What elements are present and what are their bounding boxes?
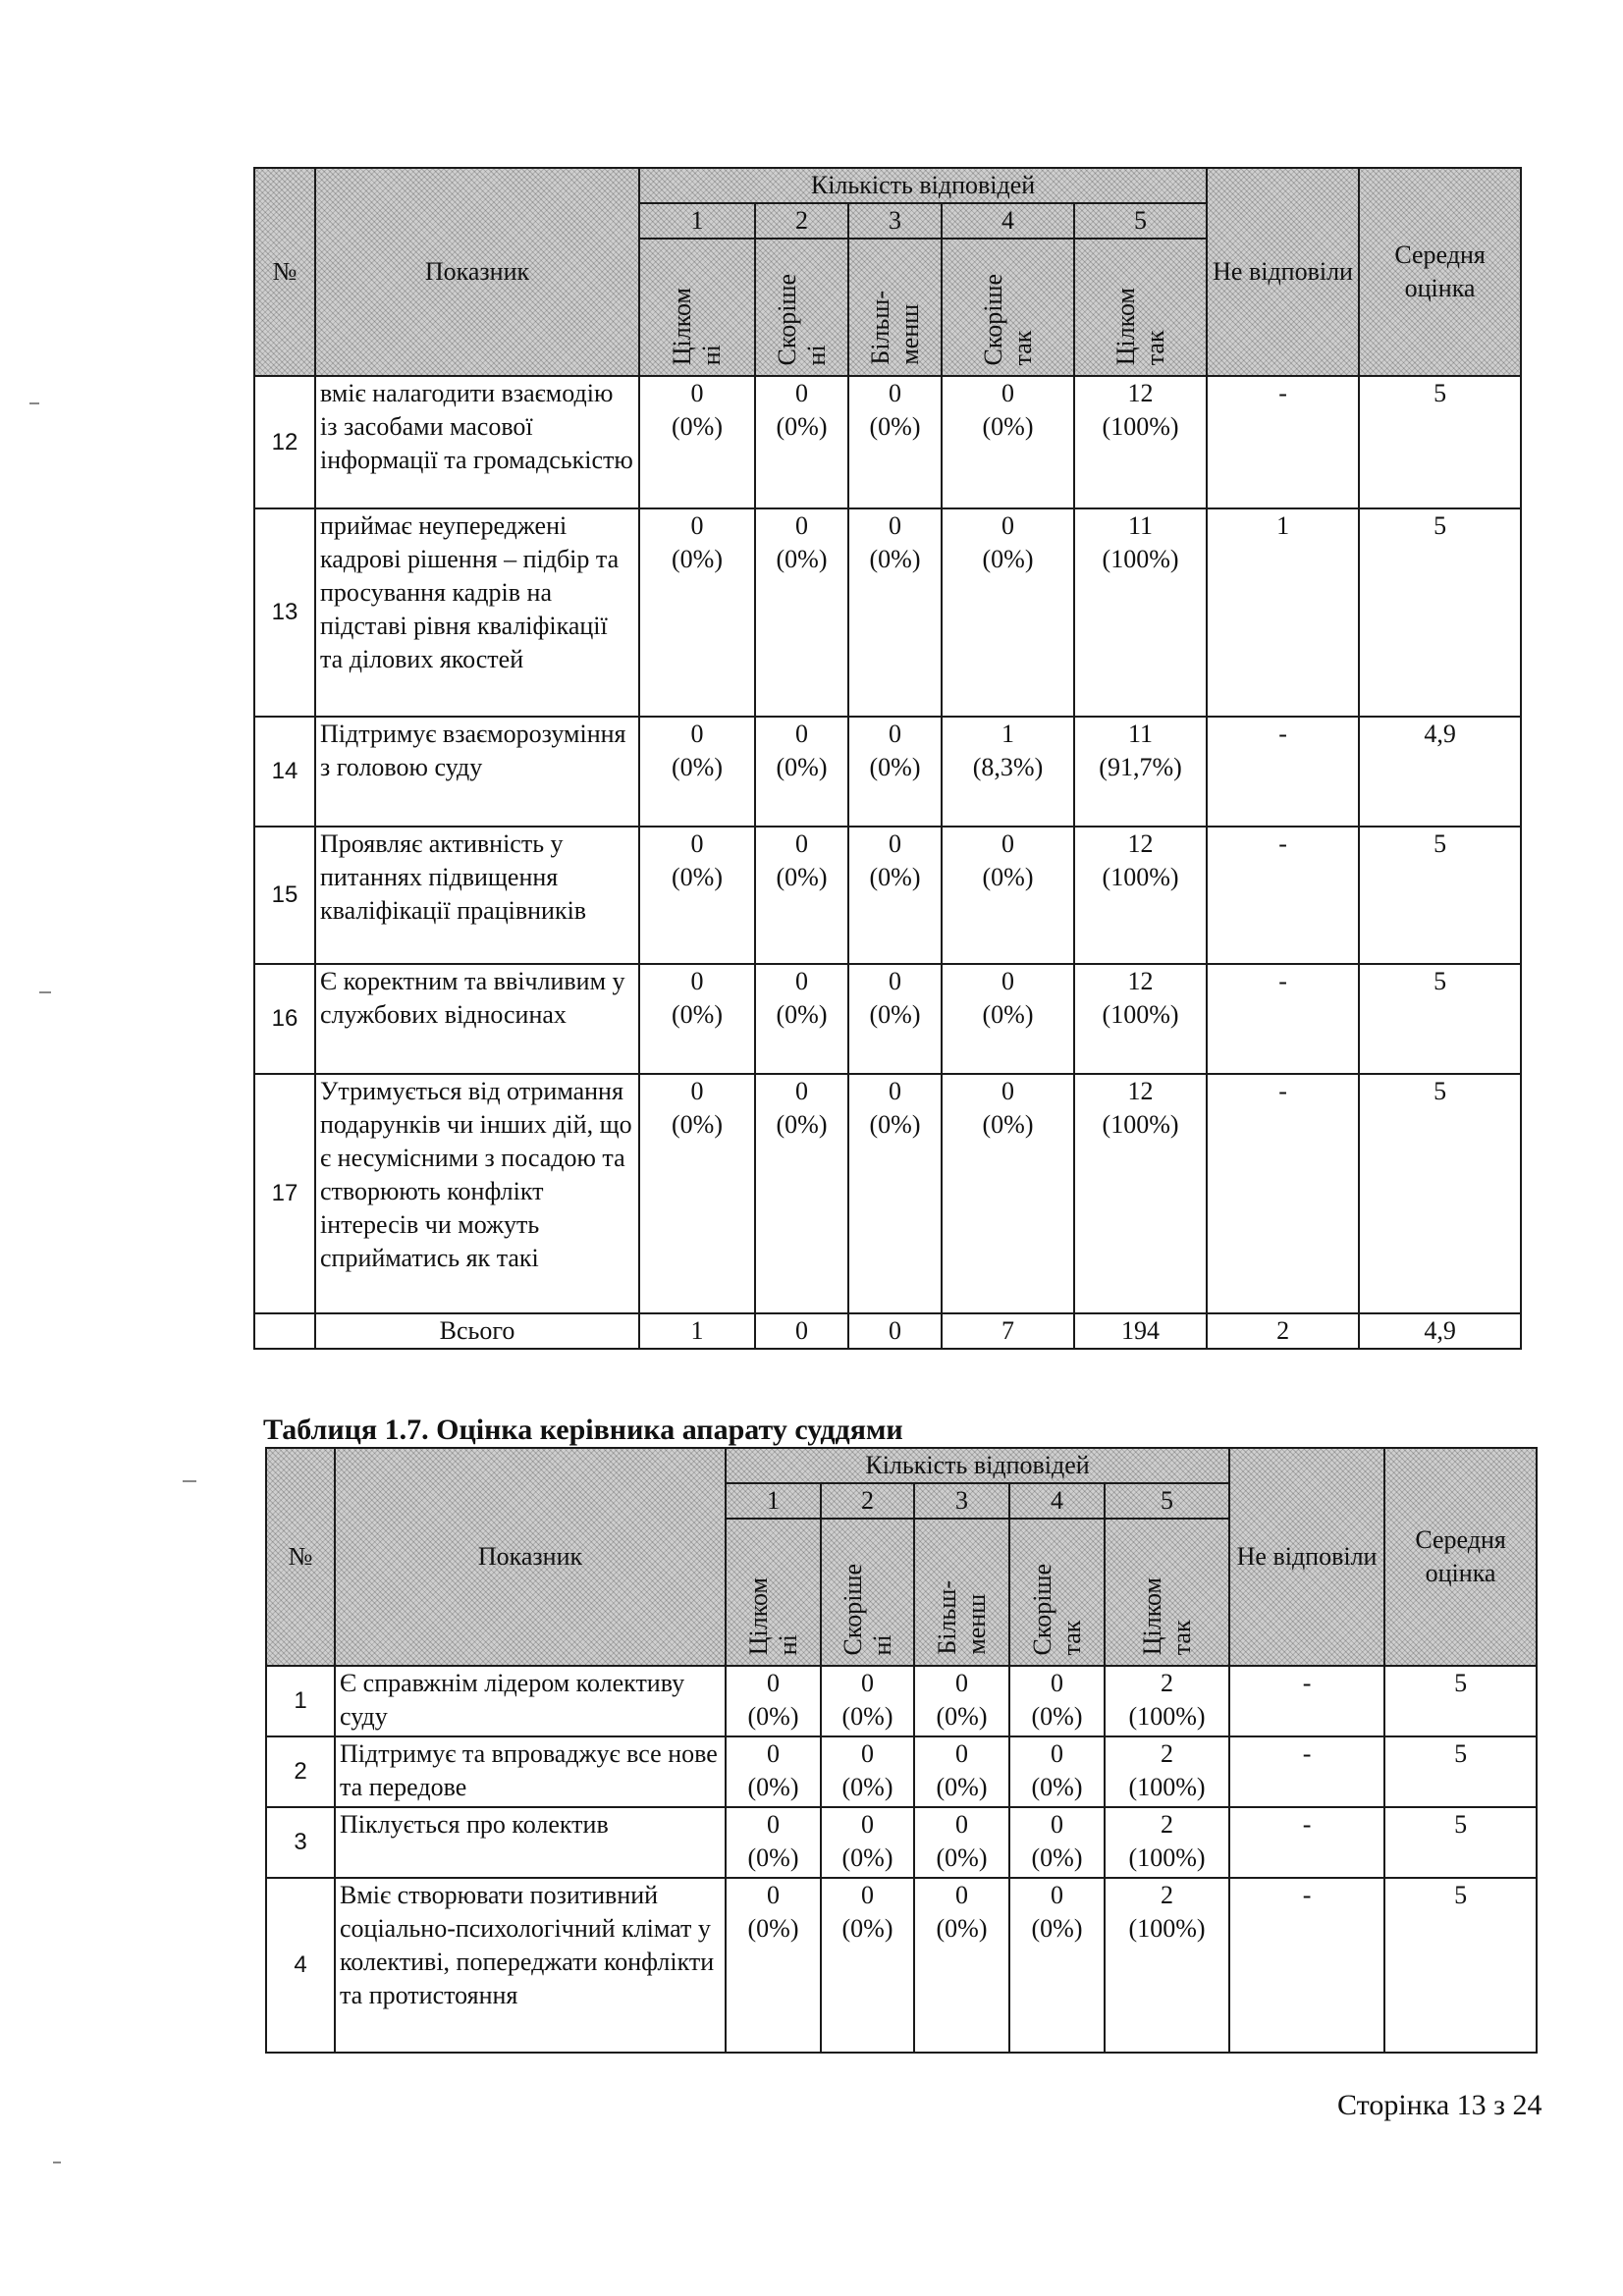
- answer-cell: 0 (0%): [1009, 1736, 1105, 1807]
- number-col-header: №: [266, 1448, 335, 1666]
- answer-cell: 0 (0%): [755, 376, 848, 508]
- table-row: [254, 717, 1521, 827]
- scale-num-2: 2: [821, 1483, 914, 1519]
- table-row: [254, 1074, 1521, 1313]
- scale-label-5: Цілком так: [1137, 1576, 1196, 1655]
- answer-cell: 0 (0%): [914, 1878, 1009, 2053]
- answer-cell: 11 (91,7%): [1074, 717, 1207, 827]
- answer-cell: 0 (0%): [821, 1666, 914, 1736]
- row-indicator: Підтримує та впроваджує все нове та передове: [335, 1736, 726, 1807]
- scale-num-1: 1: [639, 203, 755, 239]
- answer-cell: 0 (0%): [1009, 1666, 1105, 1736]
- scale-num-3: 3: [848, 203, 942, 239]
- total-row: [254, 1313, 1521, 1349]
- answer-cell: 0 (0%): [848, 964, 942, 1074]
- average-cell: 5: [1359, 1074, 1521, 1313]
- no-answer-cell: -: [1229, 1807, 1384, 1878]
- total-cell: 7: [942, 1313, 1074, 1349]
- answer-cell: 0 (0%): [726, 1666, 821, 1736]
- total-no-answer: 2: [1207, 1313, 1359, 1349]
- scale-label-5-cell: [1074, 239, 1207, 376]
- answer-cell: 0 (0%): [914, 1666, 1009, 1736]
- scan-mark: [29, 402, 39, 404]
- scale-label-3-cell: [848, 239, 942, 376]
- answer-cell: 0 (0%): [848, 1074, 942, 1313]
- answer-cell: 0 (0%): [639, 717, 755, 827]
- total-cell: 0: [755, 1313, 848, 1349]
- answer-cell: 0 (0%): [755, 827, 848, 964]
- scale-label-4: Скоріше так: [978, 273, 1037, 365]
- answer-cell: 0 (0%): [821, 1736, 914, 1807]
- row-number: 3: [266, 1807, 335, 1878]
- average-cell: 5: [1359, 964, 1521, 1074]
- answer-cell: 0 (0%): [726, 1878, 821, 2053]
- average-cell: 5: [1359, 508, 1521, 717]
- total-cell: 1: [639, 1313, 755, 1349]
- average-cell: 5: [1359, 827, 1521, 964]
- answer-cell: 0 (0%): [942, 508, 1074, 717]
- answer-cell: 12 (100%): [1074, 827, 1207, 964]
- answer-cell: 0 (0%): [848, 717, 942, 827]
- scale-label-2: Скоріше ні: [838, 1563, 896, 1655]
- scan-mark: [183, 1480, 196, 1482]
- answer-cell: 0 (0%): [639, 827, 755, 964]
- scale-label-1-cell: [639, 239, 755, 376]
- row-number: 4: [266, 1878, 335, 2053]
- table-row: [254, 508, 1521, 717]
- scale-label-4-cell: [1009, 1519, 1105, 1666]
- answer-cell: 0 (0%): [639, 508, 755, 717]
- row-number: 16: [254, 964, 315, 1074]
- scale-num-4: 4: [1009, 1483, 1105, 1519]
- answer-cell: 2 (100%): [1105, 1736, 1229, 1807]
- assessment-table-1: [253, 167, 1522, 1350]
- no-answer-col-header: Не відповіли: [1207, 168, 1359, 376]
- row-indicator: приймає неупереджені кадрові рішення – підбір та просування кадрів на підставі рівня кваліфікації та ділових якостей: [315, 508, 639, 717]
- answer-cell: 11 (100%): [1074, 508, 1207, 717]
- row-number: 2: [266, 1736, 335, 1807]
- table-row: [254, 964, 1521, 1074]
- no-answer-cell: -: [1229, 1878, 1384, 2053]
- average-cell: 5: [1384, 1736, 1537, 1807]
- answer-cell: 0 (0%): [942, 1074, 1074, 1313]
- row-indicator: Проявляє активність у питаннях підвищення кваліфікації працівників: [315, 827, 639, 964]
- answer-cell: 0 (0%): [1009, 1878, 1105, 2053]
- scale-label-2: Скоріше ні: [772, 273, 831, 365]
- table-caption: Таблиця 1.7. Оцінка керівника апарату суддями: [263, 1414, 903, 1446]
- scale-label-2-cell: [755, 239, 848, 376]
- row-number: 12: [254, 376, 315, 508]
- no-answer-cell: -: [1229, 1736, 1384, 1807]
- total-label: Всього: [315, 1313, 639, 1349]
- average-cell: 5: [1384, 1878, 1537, 2053]
- answer-cell: 2 (100%): [1105, 1878, 1229, 2053]
- answer-cell: 0 (0%): [639, 964, 755, 1074]
- no-answer-col-header: Не відповіли: [1229, 1448, 1384, 1666]
- average-cell: 5: [1384, 1666, 1537, 1736]
- table-row: [266, 1666, 1537, 1736]
- no-answer-cell: -: [1207, 717, 1359, 827]
- page-number: Сторінка 13 з 24: [1337, 2089, 1542, 2121]
- scale-num-4: 4: [942, 203, 1074, 239]
- answer-cell: 0 (0%): [942, 827, 1074, 964]
- total-cell: 194: [1074, 1313, 1207, 1349]
- indicator-col-header: Показник: [335, 1448, 726, 1666]
- answer-cell: 0 (0%): [639, 1074, 755, 1313]
- answer-cell: 0 (0%): [821, 1807, 914, 1878]
- no-answer-cell: 1: [1207, 508, 1359, 717]
- answer-cell: 0 (0%): [755, 964, 848, 1074]
- answer-cell: 0 (0%): [726, 1736, 821, 1807]
- scale-num-1: 1: [726, 1483, 821, 1519]
- no-answer-cell: -: [1207, 376, 1359, 508]
- total-average: 4,9: [1359, 1313, 1521, 1349]
- answer-cell: 0 (0%): [848, 508, 942, 717]
- answer-cell: 1 (8,3%): [942, 717, 1074, 827]
- row-indicator: Є коректним та ввічливим у службових відносинах: [315, 964, 639, 1074]
- average-cell: 4,9: [1359, 717, 1521, 827]
- scan-mark: [53, 2162, 61, 2163]
- answers-group-header: Кількість відповідей: [639, 168, 1207, 203]
- answer-cell: 2 (100%): [1105, 1807, 1229, 1878]
- scale-label-3: Більш- менш: [932, 1580, 991, 1655]
- scale-num-5: 5: [1105, 1483, 1229, 1519]
- no-answer-cell: -: [1207, 964, 1359, 1074]
- table-row: [266, 1736, 1537, 1807]
- scale-label-1-cell: [726, 1519, 821, 1666]
- indicator-col-header: Показник: [315, 168, 639, 376]
- answer-cell: 0 (0%): [821, 1878, 914, 2053]
- row-number: 14: [254, 717, 315, 827]
- table-row: [266, 1878, 1537, 2053]
- answer-cell: 0 (0%): [755, 1074, 848, 1313]
- row-number: 15: [254, 827, 315, 964]
- scale-num-2: 2: [755, 203, 848, 239]
- scale-label-4: Скоріше так: [1027, 1563, 1086, 1655]
- answer-cell: 12 (100%): [1074, 376, 1207, 508]
- row-indicator: Є справжнім лідером колективу суду: [335, 1666, 726, 1736]
- answer-cell: 0 (0%): [1009, 1807, 1105, 1878]
- no-answer-cell: -: [1207, 1074, 1359, 1313]
- scale-label-3-cell: [914, 1519, 1009, 1666]
- answer-cell: 0 (0%): [848, 827, 942, 964]
- total-cell: 0: [848, 1313, 942, 1349]
- row-indicator: Утримується від отримання подарунків чи інших дій, що є несумісними з посадою та створюють конфлікт інтересів чи можуть сприйматись як такі: [315, 1074, 639, 1313]
- answer-cell: 0 (0%): [726, 1807, 821, 1878]
- row-indicator: Вміє створювати позитивний соціально-психологічний клімат у колективі, попереджати конфлікти та протистояння: [335, 1878, 726, 2053]
- row-indicator: Підтримує взаєморозуміння з головою суду: [315, 717, 639, 827]
- number-col-header: №: [254, 168, 315, 376]
- answer-cell: 12 (100%): [1074, 1074, 1207, 1313]
- average-cell: 5: [1359, 376, 1521, 508]
- answer-cell: 0 (0%): [914, 1736, 1009, 1807]
- scale-label-5-cell: [1105, 1519, 1229, 1666]
- answer-cell: 2 (100%): [1105, 1666, 1229, 1736]
- average-col-header: Середня оцінка: [1384, 1448, 1537, 1666]
- scale-label-5: Цілком так: [1110, 287, 1169, 365]
- scale-label-4-cell: [942, 239, 1074, 376]
- row-number: 17: [254, 1074, 315, 1313]
- scale-label-1: Цілком ні: [743, 1576, 802, 1655]
- row-number: 1: [266, 1666, 335, 1736]
- table-row: [254, 376, 1521, 508]
- total-empty-cell: [254, 1313, 315, 1349]
- average-col-header: Середня оцінка: [1359, 168, 1521, 376]
- answer-cell: 0 (0%): [755, 717, 848, 827]
- table-row: [266, 1807, 1537, 1878]
- row-indicator: Піклується про колектив: [335, 1807, 726, 1878]
- no-answer-cell: -: [1229, 1666, 1384, 1736]
- answer-cell: 0 (0%): [942, 376, 1074, 508]
- answer-cell: 0 (0%): [942, 964, 1074, 1074]
- answer-cell: 0 (0%): [848, 376, 942, 508]
- average-cell: 5: [1384, 1807, 1537, 1878]
- answer-cell: 0 (0%): [914, 1807, 1009, 1878]
- scale-label-3: Більш- менш: [865, 291, 924, 365]
- row-number: 13: [254, 508, 315, 717]
- answers-group-header: Кількість відповідей: [726, 1448, 1229, 1483]
- row-indicator: вміє налагодити взаємодію із засобами масової інформації та громадськістю: [315, 376, 639, 508]
- assessment-table-2: [265, 1447, 1538, 2054]
- scale-num-3: 3: [914, 1483, 1009, 1519]
- answer-cell: 0 (0%): [639, 376, 755, 508]
- no-answer-cell: -: [1207, 827, 1359, 964]
- scale-label-2-cell: [821, 1519, 914, 1666]
- scale-num-5: 5: [1074, 203, 1207, 239]
- scan-mark: [39, 991, 51, 993]
- answer-cell: 0 (0%): [755, 508, 848, 717]
- table-row: [254, 827, 1521, 964]
- scale-label-1: Цілком ні: [668, 287, 726, 365]
- answer-cell: 12 (100%): [1074, 964, 1207, 1074]
